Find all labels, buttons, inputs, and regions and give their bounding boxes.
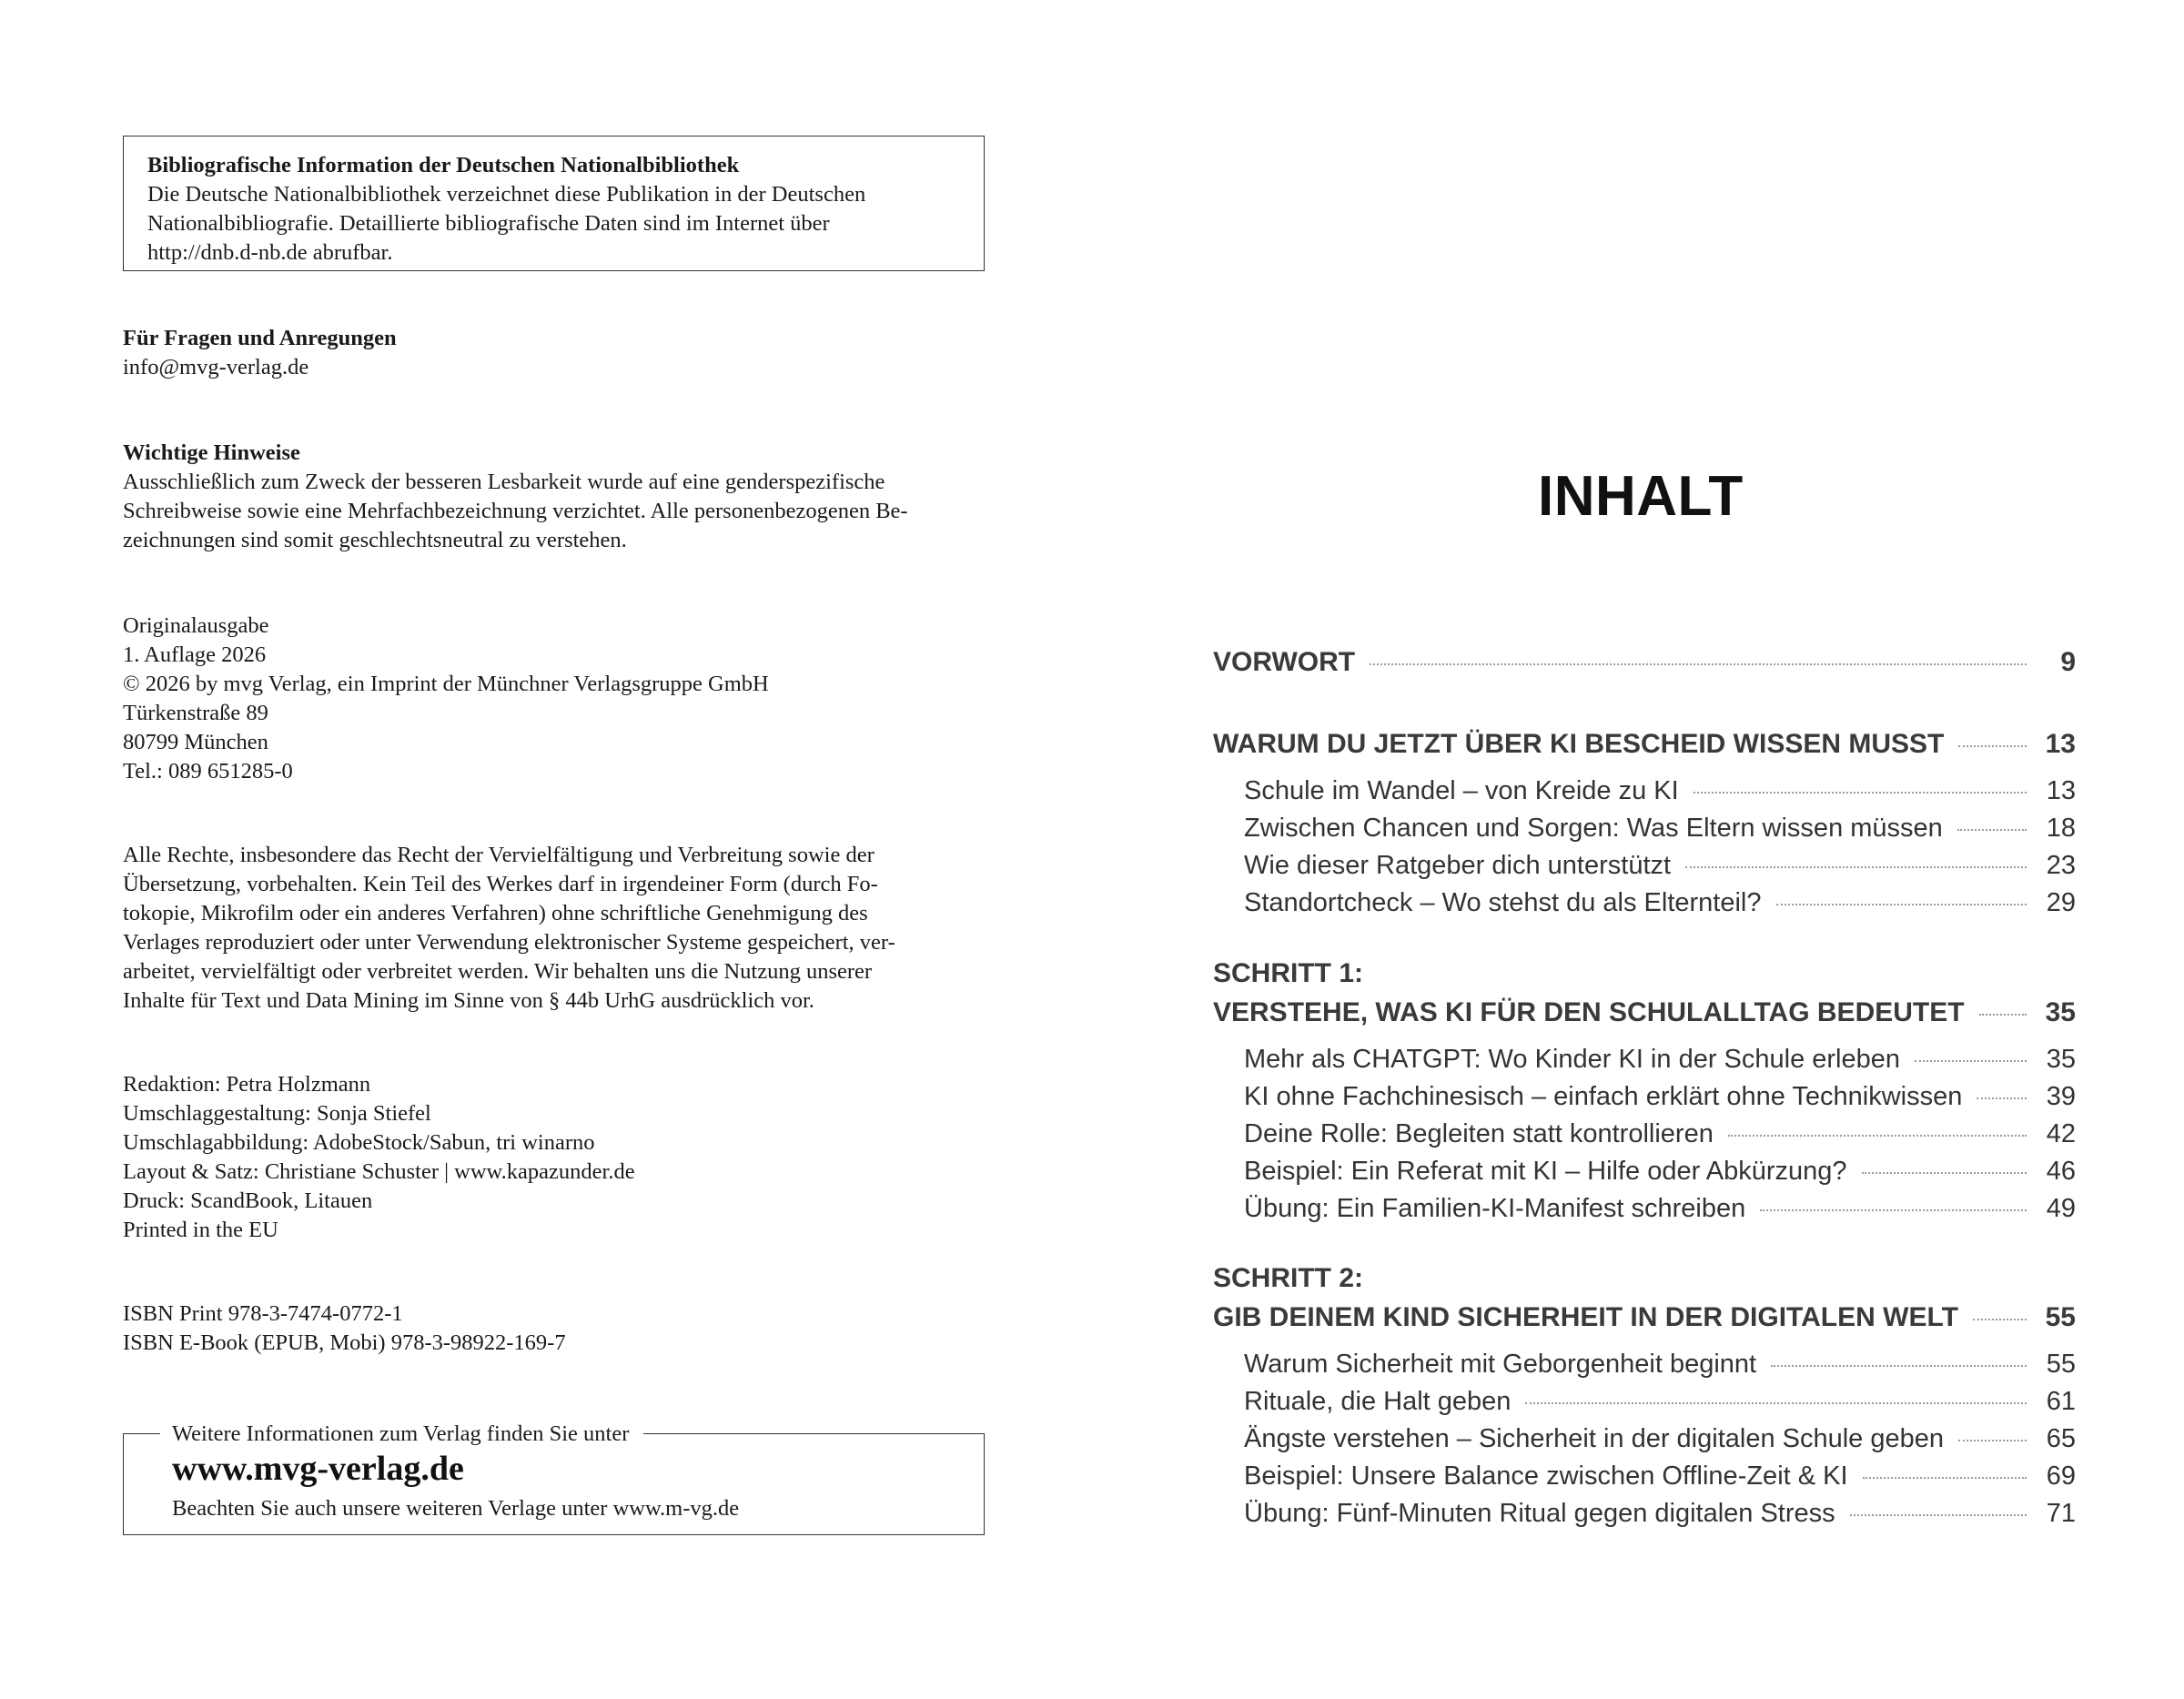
toc-entry-title: Übung: Fünf-Minuten Ritual gegen digitalen Stress (1244, 1499, 1835, 1528)
toc-subentry[interactable] (1244, 1116, 2076, 1152)
toc-entry-title: Standortcheck – Wo stehst du als Elternteil? (1244, 888, 1762, 917)
dot-leader (1863, 1477, 2027, 1479)
dot-leader (1957, 829, 2027, 831)
edition-line: Originalausgabe (123, 613, 269, 638)
toc-page-number: 49 (2046, 1194, 2076, 1223)
edition-line: 80799 München (123, 730, 268, 754)
toc-page-number: 42 (2046, 1119, 2076, 1148)
notice-line: Schreibweise sowie eine Mehrfachbezeichnung verzichtet. Alle personenbezogenen Be- (123, 499, 908, 523)
toc-entry-title: Warum Sicherheit mit Geborgenheit beginnt (1244, 1350, 1757, 1379)
toc-subentry[interactable] (1244, 1346, 2076, 1382)
toc-page-number: 29 (2046, 888, 2076, 917)
toc-entry-title: KI ohne Fachchinesisch – einfach erklärt ohne Technikwissen (1244, 1082, 1963, 1111)
toc-entry-title: Rituale, die Halt geben (1244, 1387, 1512, 1416)
edition-line: Tel.: 089 651285-0 (123, 759, 293, 784)
toc-page-number: 35 (2045, 997, 2076, 1027)
toc-entry-title: Mehr als CHATGPT: Wo Kinder KI in der Schule erleben (1244, 1045, 1901, 1074)
toc-page-number: 46 (2046, 1157, 2076, 1186)
dot-leader (1694, 792, 2027, 794)
dot-leader (1760, 1209, 2027, 1211)
toc-entry-title: WARUM DU JETZT ÜBER KI BESCHEID WISSEN MUSST (1213, 729, 1945, 759)
toc-page-number: 9 (2060, 647, 2076, 677)
dot-leader (1977, 1097, 2027, 1099)
isbn-section (123, 1300, 987, 1358)
toc-subentry[interactable] (1244, 885, 2076, 921)
toc-entry-title: Zwischen Chancen und Sorgen: Was Eltern wissen müssen (1244, 814, 1943, 843)
toc-page-number: 65 (2046, 1424, 2076, 1453)
toc-page-number: 55 (2045, 1302, 2076, 1332)
toc-page-number: 55 (2046, 1350, 2076, 1379)
toc-page-number: 13 (2046, 776, 2076, 805)
isbn-ebook: ISBN E-Book (EPUB, Mobi) 978-3-98922-169-7 (123, 1330, 566, 1355)
toc-entry-title: Wie dieser Ratgeber dich unterstützt (1244, 851, 1672, 880)
credits-line: Redaktion: Petra Holzmann (123, 1072, 371, 1097)
toc-subentry[interactable] (1244, 1495, 2076, 1532)
toc-subentry[interactable] (1244, 773, 2076, 809)
toc-subentry[interactable] (1244, 1041, 2076, 1077)
dot-leader (1685, 866, 2027, 868)
dot-leader (1915, 1060, 2027, 1062)
publisher-info-legend: Weitere Informationen zum Verlag finden Sie unter (160, 1420, 643, 1449)
edition-section (123, 612, 987, 786)
toc-page-number: 71 (2046, 1499, 2076, 1528)
rights-line: Übersetzung, vorbehalten. Kein Teil des Werkes darf in irgendeiner Form (durch Fo- (123, 872, 878, 896)
toc-entry-title: Ängste verstehen – Sicherheit in der digitalen Schule geben (1244, 1424, 1945, 1453)
toc-subentry[interactable] (1244, 847, 2076, 884)
toc-page-number: 39 (2046, 1082, 2076, 1111)
publisher-info-box (123, 1421, 985, 1535)
toc-subentry[interactable] (1244, 1190, 2076, 1227)
toc-page-number: 35 (2046, 1045, 2076, 1074)
dot-leader (1850, 1514, 2027, 1516)
credits-line: Layout & Satz: Christiane Schuster | www.kapazunder.de (123, 1159, 635, 1184)
toc-page-number: 13 (2045, 729, 2076, 759)
dot-leader (1728, 1135, 2027, 1137)
toc-page-number: 23 (2046, 851, 2076, 880)
contact-email: info@mvg-verlag.de (123, 355, 309, 379)
toc-step-label: SCHRITT 1: (1213, 958, 1363, 988)
questions-heading: Für Fragen und Anregungen (123, 326, 397, 350)
toc-chapter[interactable] (1213, 995, 2076, 1031)
biblio-heading: Bibliografische Information der Deutschen Nationalbibliothek (147, 153, 740, 177)
notice-line: Ausschließlich zum Zweck der besseren Lesbarkeit wurde auf eine genderspezifische (123, 470, 885, 494)
rights-line: Inhalte für Text und Data Mining im Sinne von § 44b UrhG ausdrücklich vor. (123, 988, 814, 1013)
rights-line: arbeitet, vervielfältigt oder verbreitet werden. Wir behalten uns die Nutzung unserer (123, 959, 873, 984)
toc-entry-title: Deine Rolle: Begleiten statt kontrollieren (1244, 1119, 1714, 1148)
toc-subentry[interactable] (1244, 1078, 2076, 1115)
toc-chapter[interactable] (1213, 726, 2076, 763)
rights-line: Alle Rechte, insbesondere das Recht der Vervielfältigung und Verbreitung sowie der (123, 843, 875, 867)
dot-leader (1525, 1402, 2027, 1404)
edition-line: Türkenstraße 89 (123, 701, 268, 725)
dot-leader (1776, 904, 2027, 905)
dot-leader (1370, 663, 2027, 665)
isbn-print: ISBN Print 978-3-7474-0772-1 (123, 1301, 403, 1326)
contents-page (1092, 0, 2184, 1699)
edition-line: © 2026 by mvg Verlag, ein Imprint der Münchner Verlagsgruppe GmbH (123, 672, 769, 696)
toc-subentry[interactable] (1244, 1458, 2076, 1494)
notice-heading: Wichtige Hinweise (123, 440, 300, 465)
credits-line: Printed in the EU (123, 1218, 278, 1242)
dot-leader (1958, 1440, 2027, 1441)
toc-entry-title: Beispiel: Ein Referat mit KI – Hilfe oder Abkürzung? (1244, 1157, 1847, 1186)
dot-leader (1958, 745, 2027, 747)
toc-page-number: 69 (2046, 1461, 2076, 1491)
dot-leader (1771, 1365, 2027, 1367)
rights-line: tokopie, Mikrofilm oder ein anderes Verfahren) ohne schriftliche Genehmigung des (123, 901, 868, 925)
questions-section (123, 324, 987, 382)
publisher-url[interactable]: www.mvg-verlag.de (172, 1450, 464, 1488)
toc-entry-vorwort[interactable] (1213, 644, 2076, 681)
edition-line: 1. Auflage 2026 (123, 642, 267, 667)
biblio-line: Die Deutsche Nationalbibliothek verzeichnet diese Publikation in der Deutschen (147, 182, 866, 207)
toc-title: INHALT (1538, 465, 1744, 528)
toc-page-number: 61 (2046, 1387, 2076, 1416)
toc-entry-title: Übung: Ein Familien-KI-Manifest schreiben (1244, 1194, 1746, 1223)
rights-line: Verlages reproduziert oder unter Verwendung elektronischer Systeme gespeichert, ver- (123, 930, 895, 955)
toc-entry-title: Beispiel: Unsere Balance zwischen Offline-Zeit & KI (1244, 1461, 1848, 1491)
notice-section (123, 439, 987, 555)
credits-line: Druck: ScandBook, Litauen (123, 1188, 373, 1213)
toc-step-label: SCHRITT 2: (1213, 1263, 1363, 1293)
dot-leader (1979, 1014, 2027, 1016)
credits-line: Umschlaggestaltung: Sonja Stiefel (123, 1101, 431, 1126)
publisher-note: Beachten Sie auch unsere weiteren Verlage unter www.m-vg.de (172, 1496, 740, 1521)
bibliographic-info-box (123, 136, 985, 271)
toc-subentry[interactable] (1244, 810, 2076, 846)
dot-leader (1862, 1172, 2027, 1174)
toc-subentry[interactable] (1244, 1421, 2076, 1457)
toc-subentry[interactable] (1244, 1153, 2076, 1189)
toc-entry-title: Schule im Wandel – von Kreide zu KI (1244, 776, 1679, 805)
toc-entry-title: VORWORT (1213, 647, 1356, 677)
rights-section (123, 841, 987, 1016)
toc-chapter[interactable] (1213, 1300, 2076, 1336)
credits-section (123, 1070, 987, 1245)
credits-line: Umschlagabbildung: AdobeStock/Sabun, tri winarno (123, 1130, 595, 1155)
toc-entry-title: GIB DEINEM KIND SICHERHEIT IN DER DIGITALEN WELT (1213, 1302, 1958, 1332)
toc-entry-title: VERSTEHE, WAS KI FÜR DEN SCHULALLTAG BEDEUTET (1213, 997, 1965, 1027)
toc-page-number: 18 (2046, 814, 2076, 843)
toc-subentry[interactable] (1244, 1383, 2076, 1420)
biblio-line: http://dnb.d-nb.de abrufbar. (147, 240, 393, 265)
biblio-line: Nationalbibliografie. Detaillierte bibliografische Daten sind im Internet über (147, 211, 830, 236)
notice-line: zeichnungen sind somit geschlechtsneutral zu verstehen. (123, 528, 627, 552)
dot-leader (1973, 1319, 2027, 1320)
